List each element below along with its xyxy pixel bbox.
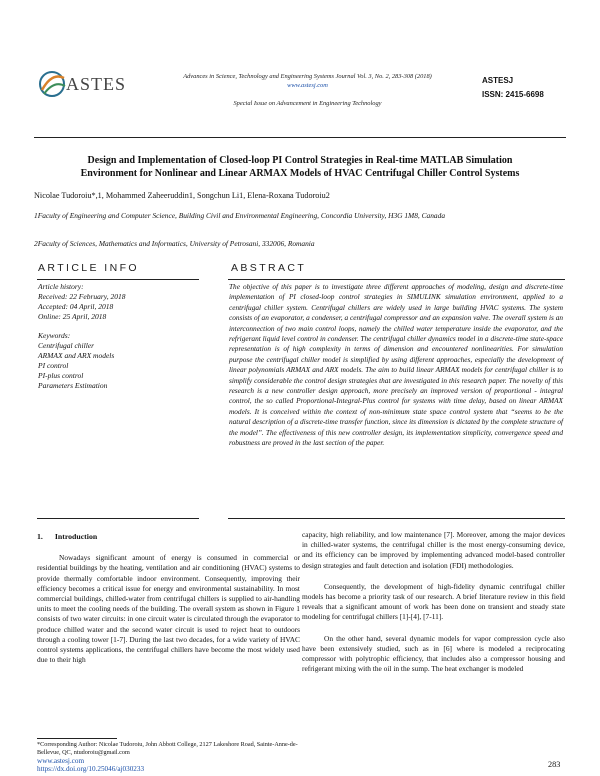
abstract-text: The objective of this paper is to investigate three different approaches of modeling, design and discrete-time implementation of PI closed-loop control strategies in SIMULINK simulation environment, applied to a centrifugal chiller system. Centrifugal chillers are widely used in large building HVAC systems. The system consists of an evaporator, a condenser, a centrifugal compressor and an expansion valve. The overall system is an interconnection of two main control loops, namely the chilled water temperature inside the evaporator, and the refrigerant liquid level control in condenser. The centrifugal chiller dynamics model in a discrete-time state-space representation is of high complexity in terms of dimension and encountered nonlinearities. For simulation purpose the centrifugal chiller model is simplified by using different approaches, especially the development of linear polynomials ARMAX and ARX models. The aim to build linear ARMAX models for centrifugal chiller is to simplify considerable the control design strategies that are investigated in this research paper. The novelty of this research is a new controller design approach, more precisely an improved version of proportional - integral control, the so called Proportional-Integral-Plus control for systems with time delay, based on linear ARMAX models. It is conceived within the context of non-minimum state space control system that “seems to be the natural description of a discrete-time transfer function, since its dimension is dictated by the complete structure of the model”. The effectiveness of this new controller design, its implementation simplicity, convergence speed and robustness are proved in the last section of the paper.: [229, 282, 563, 448]
section-title: Introduction: [54, 532, 98, 541]
logo-text: ASTES: [66, 74, 127, 94]
online-date: Online: 25 April, 2018: [38, 312, 107, 321]
doi-link[interactable]: https://dx.doi.org/10.25046/aj030233: [37, 765, 145, 773]
keyword-item: PI control: [38, 361, 69, 370]
body-right-column: [302, 530, 565, 685]
paragraph: Consequently, the development of high-fidelity dynamic centrifugal chiller models has become a priority task of our research. A brief literature review in this field reveals that a significant amount of work has been done on transient and steady state modeling for centrifugal chillers [1]-[4], [7-11].: [302, 581, 565, 622]
issn: ISSN: 2415-6698: [482, 90, 544, 99]
keywords-label: Keywords:: [38, 331, 71, 340]
keyword-item: PI-plus control: [38, 371, 84, 380]
journal-url-link[interactable]: www.astesj.com: [287, 82, 328, 89]
article-info-bottom-rule: [37, 518, 199, 519]
keyword-item: Centrifugal chiller: [38, 341, 95, 350]
affiliation-2: 2Faculty of Sciences, Mathematics and Informatics, University of Petrosani, 332006, Romania: [34, 239, 315, 248]
corresponding-author: *Corresponding Author: Nicolae Tudoroiu, John Abbott College, 2127 Lakeshore Road, Sainte-Anne-de-Bellevue, QC, ntudoroiu@gmail.com: [37, 741, 298, 756]
abstract-rule: [228, 279, 565, 280]
paragraph: capacity, high reliability, and low maintenance [7]. Moreover, among the major devices in chilled-water systems, the centrifugal chiller is the most energy-consuming device, and its efficiency can be improved by implementing advanced model-based controller design strategies and fault detection and isolation (FDI) methodologies.: [302, 530, 565, 570]
journal-line: Advances in Science, Technology and Engineering Systems Journal Vol. 3, No. 2, 283-308 (2018): [183, 73, 432, 80]
section-number: 1.: [37, 532, 43, 541]
body-left-column: [37, 532, 300, 676]
special-issue: Special Issue on Advancement in Engineering Technology: [233, 100, 382, 107]
abstract-bottom-rule: [228, 518, 565, 519]
article-info-rule: [37, 279, 199, 280]
journal-header: [145, 72, 470, 108]
keyword-item: Parameters Estimation: [38, 381, 108, 390]
paragraph: On the other hand, several dynamic models for vapor compression cycle also have been extensively studied, such as in [6] where is modeled a reciprocating compressor with polytrophic efficiency, that includes also a compressor housing and refrigerant mixing with the oil in the sump. The heat exchanger is modeled: [302, 633, 565, 674]
site-link[interactable]: www.astesj.com: [37, 757, 85, 765]
footnote: [37, 741, 300, 773]
title-line-1: Design and Implementation of Closed-loop PI Control Strategies in Real-time MATLAB Simulation: [87, 155, 513, 166]
header-divider: [34, 137, 566, 138]
article-info-heading: ARTICLE INFO: [38, 262, 139, 274]
title-line-2: Environment for Nonlinear and Linear ARMAX Models of HVAC Centrifugal Chiller Control Systems: [80, 168, 520, 179]
article-info: [38, 282, 188, 391]
footnote-rule: [37, 738, 117, 739]
received-date: Received: 22 February, 2018: [38, 292, 126, 301]
accepted-date: Accepted: 04 April, 2018: [38, 302, 114, 311]
affiliation-1: 1Faculty of Engineering and Computer Science, Building Civil and Environmental Engineering, Concordia University, H3G 1M8, Canada: [34, 211, 446, 220]
history-label: Article history:: [38, 282, 84, 291]
page-number: 283: [548, 760, 561, 769]
authors: Nicolae Tudoroiu*,1, Mohammed Zaheeruddin1, Songchun Li1, Elena-Roxana Tudoroiu2: [34, 191, 330, 200]
abstract-heading: ABSTRACT: [231, 262, 307, 274]
paragraph: Nowadays significant amount of energy is consumed in commercial or residential buildings by the heating, ventilation and air conditioning (HVAC) systems to provide thermally comfortable indoor environment. Consequently, improving their efficiency becomes a critical issue for energy and environmental sustainability. In most commercial buildings, chilled-water from centrifugal chillers is supplied to air-handling units to meet the cooling needs of the building. The overall system as shown in Figure 1 consists of two water circuits: in one circuit water is circulated through the evaporator to produce chilled water and the second water circuit is used to reject heat to outdoors through a cooling tower [1-7]. During the last two decades, for a wide variety of HVAC control systems applications, the centrifugal chillers have become the most widely used due to their high: [37, 553, 300, 665]
paper-title: [34, 154, 566, 180]
keyword-item: ARMAX and ARX models: [38, 351, 115, 360]
section-heading: [37, 532, 300, 542]
publisher-block: [482, 74, 544, 102]
publisher-name: ASTESJ: [482, 76, 514, 85]
